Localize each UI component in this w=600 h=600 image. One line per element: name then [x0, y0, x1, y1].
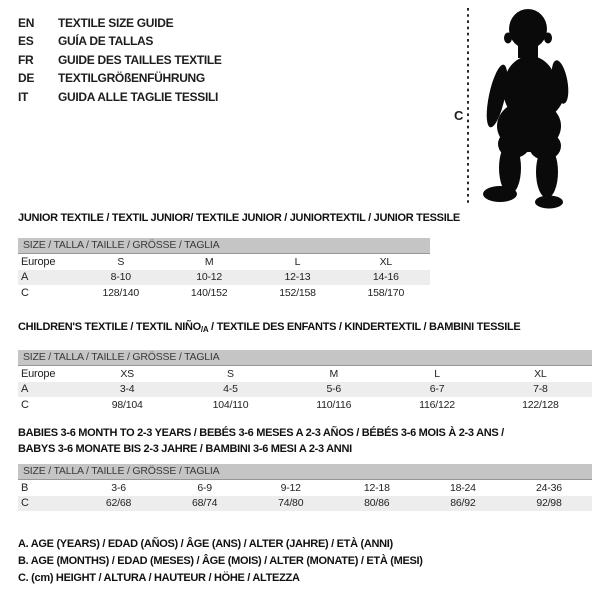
- cell-value: 116/122: [419, 398, 455, 411]
- section-title-line-2: BABYS 3-6 MONATE BIS 2-3 JAHRE / BAMBINI 3-6 MESI A 2-3 ANNI: [18, 442, 352, 455]
- cell-value: 110/116: [316, 398, 352, 411]
- language-label: GUIDE DES TAILLES TEXTILE: [58, 52, 222, 67]
- legend: [18, 536, 423, 588]
- cell-value: 86/92: [450, 497, 476, 510]
- table-row: [18, 270, 430, 286]
- row-label: C: [21, 398, 29, 411]
- height-measure-label: C: [454, 108, 464, 123]
- table-row: [18, 397, 592, 413]
- cell-value: 3-6: [111, 481, 126, 494]
- cell-value: S: [117, 255, 125, 268]
- language-list: [18, 14, 222, 106]
- cell-value: XS: [120, 367, 134, 380]
- row-label: B: [21, 481, 29, 494]
- row-label: C: [21, 497, 29, 510]
- language-label: GUIDA ALLE TAGLIE TESSILI: [58, 89, 219, 104]
- table-row: [18, 366, 592, 382]
- junior-table-section: [18, 212, 460, 301]
- language-code: IT: [18, 89, 29, 104]
- row-label: A: [21, 383, 29, 396]
- baby-silhouette-graphic: [450, 4, 600, 210]
- table-row: [18, 285, 430, 301]
- size-header-bar: SIZE / TALLA / TAILLE / GRÖSSE / TAGLIA: [18, 350, 592, 366]
- size-header-bar: SIZE / TALLA / TAILLE / GRÖSSE / TAGLIA: [18, 464, 592, 480]
- cell-value: 140/152: [190, 286, 228, 299]
- table-row: [18, 480, 592, 496]
- row-label: Europe: [21, 367, 56, 380]
- size-table-children: [18, 366, 592, 413]
- cell-value: 74/80: [278, 497, 304, 510]
- row-label: A: [21, 271, 29, 284]
- language-label: TEXTILGRÖßENFÜHRUNG: [58, 71, 205, 86]
- cell-value: 14-16: [372, 271, 399, 284]
- cell-value: 4-5: [223, 383, 238, 396]
- cell-value: L: [294, 255, 301, 268]
- legend-line-c: C. (cm) HEIGHT / ALTURA / HAUTEUR / HÖHE / ALTEZZA: [18, 572, 300, 585]
- cell-value: 3-4: [119, 383, 135, 396]
- cell-value: 9-12: [280, 481, 301, 494]
- cell-value: 62/68: [105, 497, 132, 510]
- cell-value: 7-8: [533, 383, 548, 396]
- language-code: FR: [18, 52, 34, 67]
- legend-line-b: B. AGE (MONTHS) / EDAD (MESES) / ÂGE (MOIS) / ALTER (MONATE) / ETÀ (MESI): [18, 555, 423, 568]
- title-text: CHILDREN'S TEXTILE / TEXTIL NIÑO: [18, 321, 201, 333]
- language-code: DE: [18, 71, 35, 86]
- language-label: GUÍA DE TALLAS: [58, 34, 154, 49]
- language-code: ES: [18, 34, 34, 49]
- cell-value: 68/74: [191, 497, 218, 510]
- cell-value: 6-9: [197, 481, 212, 494]
- cell-value: 158/170: [367, 286, 405, 299]
- cell-value: 80/86: [364, 497, 390, 510]
- baby-silhouette: [483, 9, 572, 209]
- section-title: [18, 321, 592, 336]
- cell-value: 122/128: [522, 398, 559, 411]
- children-table-section: [18, 321, 592, 413]
- section-title-line-1: BABIES 3-6 MONTH TO 2-3 YEARS / BEBÉS 3-6 MESES A 2-3 AÑOS / BÉBÉS 3-6 MOIS À 2-3 ANS /: [18, 427, 504, 439]
- cell-value: 152/158: [279, 286, 316, 299]
- size-header-bar: SIZE / TALLA / TAILLE / GRÖSSE / TAGLIA: [18, 238, 430, 254]
- language-row-es: [18, 32, 222, 50]
- cell-value: 8-10: [110, 271, 131, 284]
- cell-value: 5-6: [326, 383, 342, 396]
- cell-value: 92/98: [536, 497, 562, 510]
- cell-value: 18-24: [449, 481, 476, 494]
- cell-value: M: [204, 255, 214, 268]
- language-code: EN: [18, 16, 35, 30]
- cell-value: XL: [534, 367, 547, 380]
- row-label: C: [21, 286, 29, 299]
- table-row: [18, 254, 430, 270]
- size-table-babies: [18, 480, 592, 511]
- size-table-junior: [18, 254, 430, 301]
- title-text: / TEXTILE DES ENFANTS / KINDERTEXTIL / BAMBINI TESSILE: [208, 321, 521, 333]
- language-row-fr: [18, 51, 222, 69]
- cell-value: S: [227, 367, 234, 380]
- language-row-de: [18, 69, 222, 87]
- cell-value: 10-12: [196, 271, 223, 284]
- legend-line-a: A. AGE (YEARS) / EDAD (AÑOS) / ÂGE (ANS) / ALTER (JAHRE) / ETÀ (ANNI): [18, 538, 393, 550]
- cell-value: 104/110: [212, 398, 249, 411]
- cell-value: 128/140: [102, 286, 140, 299]
- language-label: TEXTILE SIZE GUIDE: [58, 16, 174, 30]
- babies-table-section: [18, 426, 592, 511]
- title-subscript: /A: [200, 325, 209, 334]
- cell-value: 24-36: [536, 481, 562, 494]
- language-row-it: [18, 88, 222, 106]
- table-row: [18, 496, 592, 512]
- cell-value: XL: [379, 255, 393, 268]
- cell-value: 12-18: [363, 481, 390, 494]
- cell-value: 6-7: [429, 383, 445, 396]
- table-row: [18, 382, 592, 398]
- section-title: JUNIOR TEXTILE / TEXTIL JUNIOR/ TEXTILE JUNIOR / JUNIORTEXTIL / JUNIOR TESSILE: [18, 212, 460, 224]
- row-label: Europe: [21, 255, 56, 268]
- language-row-en: [18, 14, 222, 32]
- spacer: [18, 457, 592, 464]
- cell-value: M: [329, 367, 339, 380]
- baby-figure: [450, 4, 600, 210]
- cell-value: L: [434, 367, 440, 380]
- cell-value: 98/104: [111, 398, 143, 411]
- cell-value: 12-13: [284, 271, 311, 284]
